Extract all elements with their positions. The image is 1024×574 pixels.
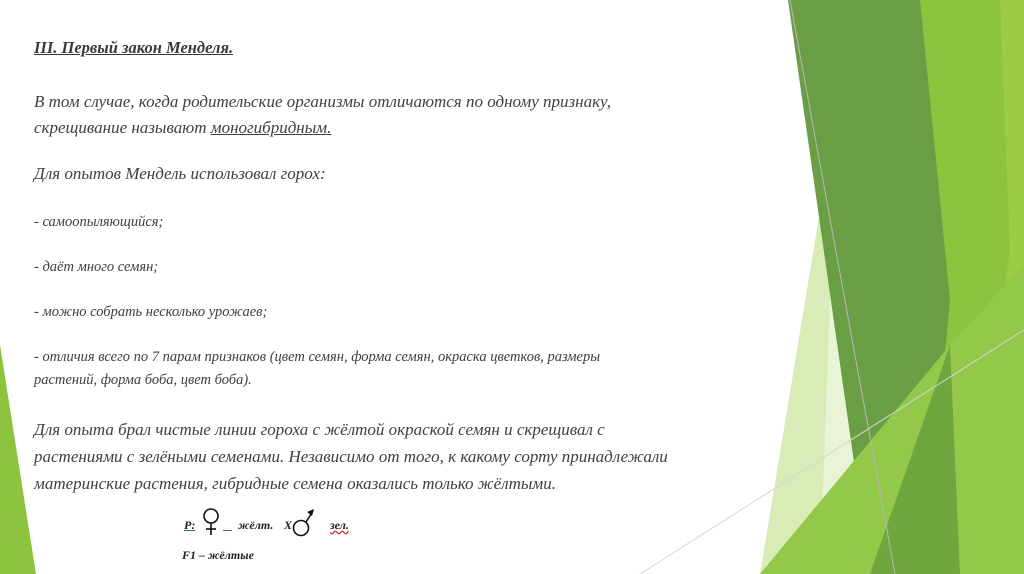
blue-underline-gap — [223, 518, 239, 533]
feature-item: - самоопыляющийся; — [34, 214, 164, 230]
feature-item: - можно собрать несколько урожаев; — [34, 304, 268, 320]
f1-result: F1 – жёлтые — [182, 548, 254, 562]
intro-line-1: В том случае, когда родительские организмы отличаются по одному признаку, — [34, 92, 611, 111]
feature-item-continued: растений, форма боба, цвет боба). — [34, 372, 252, 388]
feature-item: - даёт много семян; — [34, 259, 159, 275]
male-symbol-icon — [291, 508, 317, 538]
intro-line-2-prefix: скрещивание называют — [34, 118, 211, 137]
parents-label: P: — [184, 518, 196, 532]
monohybrid-term: моногибридным. — [210, 118, 332, 137]
experiment-line-3: материнские растения, гибридные семена оказались только жёлтыми. — [34, 474, 556, 493]
female-trait: жёлт. — [238, 518, 274, 532]
male-trait: зел. — [330, 518, 349, 532]
slide-title: III. Первый закон Менделя. — [34, 38, 234, 57]
cross-sign: X — [284, 518, 293, 532]
feature-item: - отличия всего по 7 парам признаков (цвет семян, форма семян, окраска цветков, размеры — [34, 349, 601, 365]
female-symbol-icon — [201, 508, 221, 536]
experiment-line-1: Для опыта брал чистые линии гороха с жёлтой окраской семян и скрещивал с — [34, 420, 605, 439]
peas-heading: Для опытов Мендель использовал горох: — [34, 164, 326, 183]
intro-line-2 — [34, 114, 331, 141]
experiment-line-2: растениями с зелёными семенами. Независимо от того, к какому сорту принадлежали — [34, 447, 668, 466]
